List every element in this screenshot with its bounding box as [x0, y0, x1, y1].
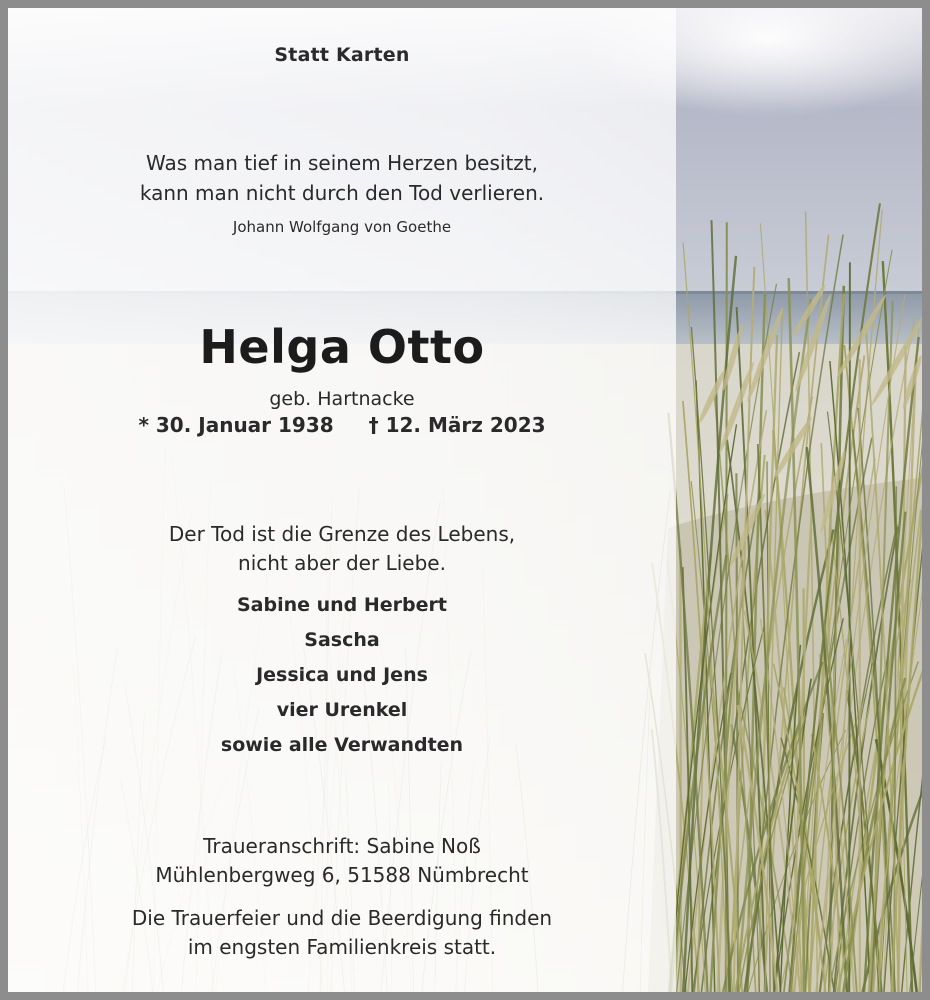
- mourner: vier Urenkel: [276, 699, 408, 721]
- quote-line-1: Was man tief in seinem Herzen besitzt,: [145, 151, 538, 175]
- mourner: Jessica und Jens: [256, 664, 428, 686]
- funeral-note: [8, 904, 676, 962]
- verse-line-1: Der Tod ist die Grenze des Lebens,: [168, 522, 516, 546]
- deceased-name: Helga Otto: [199, 320, 485, 374]
- obituary-notice: [8, 8, 922, 992]
- verse-line-2: nicht aber der Liebe.: [238, 551, 446, 575]
- funeral-line-2: im engsten Familienkreis statt.: [187, 935, 497, 959]
- quote-author: Johann Wolfgang von Goethe: [232, 218, 452, 236]
- address-line-2: Mühlenbergweg 6, 51588 Nümbrecht: [155, 863, 529, 887]
- birth-date: * 30. Januar 1938: [138, 413, 334, 437]
- mourner: Sascha: [304, 629, 380, 651]
- header-statt-karten: Statt Karten: [274, 44, 410, 66]
- birth-name: geb. Hartnacke: [269, 388, 415, 410]
- notice-text-column: [8, 8, 676, 992]
- death-date: † 12. März 2023: [368, 413, 546, 437]
- quote-line-2: kann man nicht durch den Tod verlieren.: [139, 181, 545, 205]
- life-dates: [8, 413, 676, 437]
- mourning-address: [8, 832, 676, 890]
- quote: [8, 148, 676, 208]
- mourner: Sabine und Herbert: [236, 594, 447, 616]
- mourner: sowie alle Verwandten: [220, 734, 464, 756]
- address-line-1: Traueranschrift: Sabine Noß: [203, 834, 481, 858]
- verse: [8, 520, 676, 578]
- funeral-line-1: Die Trauerfeier und die Beerdigung finden: [131, 906, 553, 930]
- mourners-list: [8, 588, 676, 763]
